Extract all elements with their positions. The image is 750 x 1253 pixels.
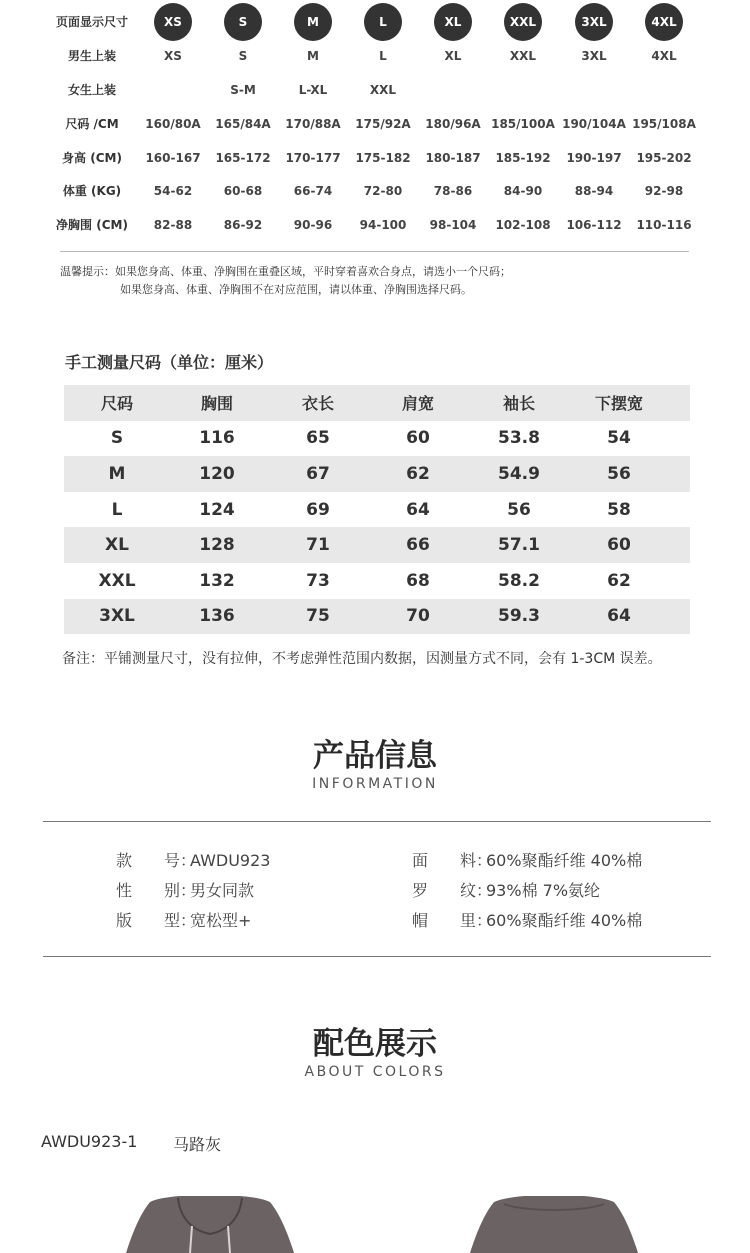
size-cell: M xyxy=(307,49,319,63)
size-cell: 190-197 xyxy=(566,151,622,165)
table-header-cell: 肩宽 xyxy=(401,394,435,414)
size-cell: 88-94 xyxy=(574,184,614,198)
size-badge: 4XL xyxy=(645,3,683,41)
table-cell: 132 xyxy=(199,570,235,591)
size-row-label: 体重 (KG) xyxy=(62,184,122,198)
colors-title: 配色展示 xyxy=(313,1026,437,1062)
info-hood-lining-value: 60%聚酯纤维 40%棉 xyxy=(486,911,643,930)
table-cell: 53.8 xyxy=(498,428,540,449)
size-cell: 110-116 xyxy=(636,218,692,232)
table-cell: 66 xyxy=(406,535,430,556)
table-row xyxy=(64,421,690,457)
size-cell: 86-92 xyxy=(223,218,263,232)
size-cell: 82-88 xyxy=(153,218,193,232)
size-row-men-size xyxy=(0,41,750,71)
size-badge: XXL xyxy=(504,3,542,41)
hoodie-front-image xyxy=(120,1196,300,1253)
info-hood-lining-key: 帽 里： xyxy=(412,911,493,930)
size-cell: XS xyxy=(164,49,182,63)
table-cell: 71 xyxy=(306,535,330,556)
size-row-label: 女生上装 xyxy=(67,83,117,97)
info-title: 产品信息 xyxy=(313,738,437,774)
size-cell: 54-62 xyxy=(153,184,193,198)
table-cell: 67 xyxy=(306,463,330,484)
size-cell: L xyxy=(379,49,387,63)
size-row-weight xyxy=(0,176,750,206)
table-row xyxy=(64,563,690,599)
size-cell: 3XL xyxy=(581,49,607,63)
size-cell: S-M xyxy=(230,83,256,97)
table-cell: 60 xyxy=(607,535,631,556)
size-badge: XL xyxy=(434,3,472,41)
table-cell: 58.2 xyxy=(498,570,540,591)
size-badge: M xyxy=(294,3,332,41)
table-cell: 128 xyxy=(199,535,235,556)
info-top-divider xyxy=(43,821,711,822)
size-row-women-size xyxy=(0,75,750,105)
size-badge: XS xyxy=(154,3,192,41)
size-row-label: 净胸围 (CM) xyxy=(56,218,128,232)
size-cell: 185/100A xyxy=(491,117,555,131)
table-cell: 120 xyxy=(199,463,235,484)
table-cell: 68 xyxy=(406,570,430,591)
manual-measure-table xyxy=(64,385,690,634)
info-rib xyxy=(412,878,600,901)
size-row-label: 页面显示尺寸 xyxy=(55,15,129,29)
manual-measure-note: 备注：平铺测量尺寸，没有拉伸，不考虑弹性范围内数据，因测量方式不同，会有 1-3CM 误差。 xyxy=(62,651,662,667)
info-fabric-key: 面 料： xyxy=(412,851,493,870)
info-gender-key: 性 别： xyxy=(116,881,197,900)
table-cell: 70 xyxy=(406,606,430,627)
info-style-no xyxy=(116,848,270,871)
size-badge: 3XL xyxy=(575,3,613,41)
info-style-no-key: 款 号： xyxy=(116,851,197,870)
table-cell: 73 xyxy=(306,570,330,591)
size-cell: L-XL xyxy=(298,83,328,97)
info-fit-key: 版 型： xyxy=(116,911,197,930)
size-chart-divider xyxy=(60,251,689,252)
size-row-chest xyxy=(0,210,750,240)
size-cell: XL xyxy=(444,49,462,63)
colors-subtitle: ABOUT COLORS xyxy=(304,1064,446,1080)
table-cell: 116 xyxy=(199,428,235,449)
table-row xyxy=(64,456,690,492)
table-row xyxy=(64,527,690,563)
info-subtitle: INFORMATION xyxy=(312,776,438,792)
size-cell: 170-177 xyxy=(285,151,341,165)
size-row-label: 身高 (CM) xyxy=(62,151,122,165)
table-cell: 59.3 xyxy=(498,606,540,627)
table-cell: 57.1 xyxy=(498,535,540,556)
size-cell: 4XL xyxy=(651,49,677,63)
size-cell: 175/92A xyxy=(355,117,411,131)
table-cell: 124 xyxy=(199,499,235,520)
table-cell: 65 xyxy=(306,428,330,449)
table-cell: 64 xyxy=(607,606,631,627)
table-cell: 69 xyxy=(306,499,330,520)
size-cell: XXL xyxy=(509,49,537,63)
table-cell: 56 xyxy=(507,499,531,520)
info-fabric-value: 60%聚酯纤维 40%棉 xyxy=(486,851,643,870)
table-cell: L xyxy=(111,499,123,520)
table-cell: 136 xyxy=(199,606,235,627)
table-cell: 62 xyxy=(406,463,430,484)
size-badge: S xyxy=(224,3,262,41)
size-cell: XXL xyxy=(369,83,397,97)
info-rib-key: 罗 纹： xyxy=(412,881,493,900)
size-cell: 195-202 xyxy=(636,151,692,165)
color-code: AWDU923-1 xyxy=(41,1132,138,1151)
size-row-label: 尺码 /CM xyxy=(65,117,119,131)
table-cell: 64 xyxy=(406,499,430,520)
size-cell: 106-112 xyxy=(566,218,622,232)
size-cell: 94-100 xyxy=(359,218,407,232)
info-rib-value: 93%棉 7%氨纶 xyxy=(486,881,601,900)
size-row-label: 男生上装 xyxy=(67,49,117,63)
size-cell: 84-90 xyxy=(503,184,543,198)
size-cell: 180-187 xyxy=(425,151,481,165)
size-cell: 170/88A xyxy=(285,117,341,131)
size-cell: 60-68 xyxy=(223,184,263,198)
table-cell: XL xyxy=(105,535,129,556)
info-hood-lining xyxy=(412,908,642,931)
size-tip-line-1: 温馨提示：如果您身高、体重、净胸围在重叠区域，平时穿着喜欢合身点，请选小一个尺码； xyxy=(60,265,511,278)
size-cell: 160-167 xyxy=(145,151,201,165)
size-cell: 160/80A xyxy=(145,117,201,131)
table-cell: M xyxy=(108,463,126,484)
size-row-display-size xyxy=(0,7,750,37)
table-cell: XXL xyxy=(98,570,136,591)
size-tip-line-2: 如果您身高、体重、净胸围不在对应范围，请以体重、净胸围选择尺码。 xyxy=(120,283,472,296)
table-row xyxy=(64,492,690,528)
table-cell: 62 xyxy=(607,570,631,591)
size-cell: S xyxy=(238,49,248,63)
info-gender xyxy=(116,878,254,901)
size-cell: 165-172 xyxy=(215,151,271,165)
size-cell: 102-108 xyxy=(495,218,551,232)
info-bottom-divider xyxy=(43,956,711,957)
table-header-cell: 衣长 xyxy=(301,394,335,414)
color-name: 马路灰 xyxy=(173,1135,222,1154)
table-header-cell: 下摆宽 xyxy=(594,394,644,414)
size-row-height xyxy=(0,143,750,173)
table-cell: 75 xyxy=(306,606,330,627)
info-fit xyxy=(116,908,251,931)
size-cell: 175-182 xyxy=(355,151,411,165)
size-cell: 185-192 xyxy=(495,151,551,165)
table-header-cell: 袖长 xyxy=(502,394,536,414)
table-cell: 3XL xyxy=(99,606,135,627)
manual-table-header xyxy=(64,385,690,421)
table-header-cell: 尺码 xyxy=(100,394,134,414)
table-cell: 56 xyxy=(607,463,631,484)
size-tip xyxy=(60,263,511,299)
size-cell: 180/96A xyxy=(425,117,481,131)
table-cell: 54 xyxy=(607,428,631,449)
table-cell: 58 xyxy=(607,499,631,520)
table-cell: 60 xyxy=(406,428,430,449)
size-cell: 78-86 xyxy=(433,184,473,198)
info-style-no-value: AWDU923 xyxy=(190,851,271,870)
size-cell: 165/84A xyxy=(215,117,271,131)
size-cell: 92-98 xyxy=(644,184,684,198)
hoodie-back-image xyxy=(464,1196,644,1253)
size-cell: 195/108A xyxy=(632,117,696,131)
size-cell: 98-104 xyxy=(429,218,477,232)
size-cell: 190/104A xyxy=(562,117,626,131)
table-header-cell: 胸围 xyxy=(200,394,234,414)
size-cell: 66-74 xyxy=(293,184,333,198)
info-gender-value: 男女同款 xyxy=(190,881,255,900)
table-cell: S xyxy=(110,428,124,449)
info-fabric xyxy=(412,848,642,871)
size-badge: L xyxy=(364,3,402,41)
table-row xyxy=(64,599,690,635)
size-cell: 72-80 xyxy=(363,184,403,198)
manual-measure-title: 手工测量尺码（单位：厘米） xyxy=(65,353,274,372)
size-cell: 90-96 xyxy=(293,218,333,232)
info-fit-value: 宽松型+ xyxy=(190,911,252,930)
size-row-size-cm xyxy=(0,109,750,139)
table-cell: 54.9 xyxy=(498,463,540,484)
